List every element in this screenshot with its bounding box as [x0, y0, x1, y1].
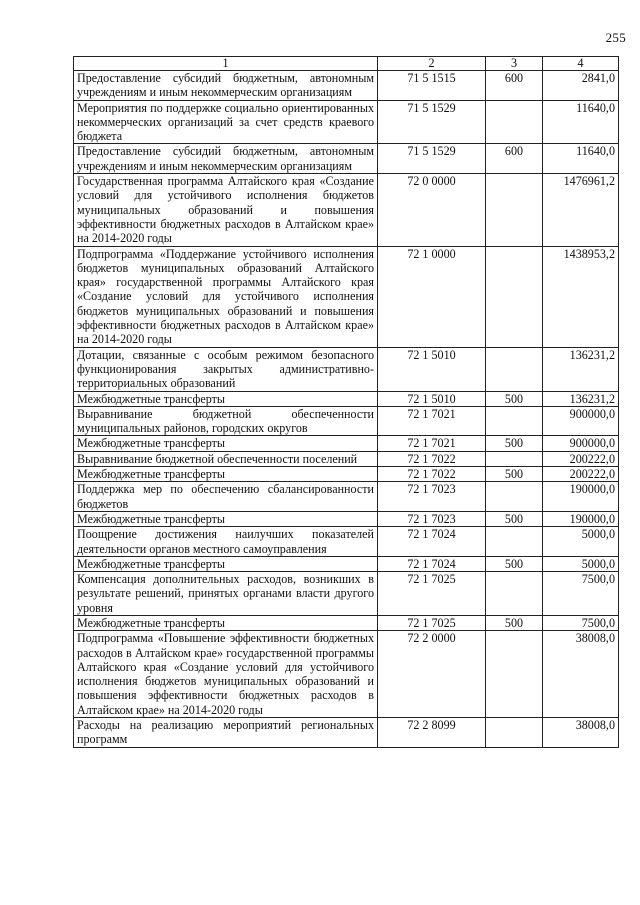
table-body — [74, 71, 619, 748]
budget-table — [73, 56, 619, 748]
row-amount: 11640,0 — [543, 144, 619, 174]
row-name: Межбюджетные трансферты — [74, 615, 378, 630]
table-row — [74, 391, 619, 406]
row-amount: 136231,2 — [543, 391, 619, 406]
row-expense-type — [486, 100, 543, 144]
row-expense-type: 500 — [486, 467, 543, 482]
row-expense-type: 500 — [486, 436, 543, 451]
row-amount: 5000,0 — [543, 527, 619, 557]
row-expense-type: 500 — [486, 615, 543, 630]
row-code: 71 5 1529 — [378, 100, 486, 144]
row-code: 72 0 0000 — [378, 174, 486, 246]
row-expense-type — [486, 482, 543, 512]
row-code: 72 1 5010 — [378, 347, 486, 391]
row-code: 72 1 7022 — [378, 451, 486, 466]
row-expense-type — [486, 451, 543, 466]
table-row — [74, 451, 619, 466]
row-name: Предоставление субсидий бюджетным, автономным учреждениям и иным некоммерческим организациям — [74, 71, 378, 101]
row-name: Межбюджетные трансферты — [74, 391, 378, 406]
row-name: Государственная программа Алтайского края «Создание условий для устойчивого исполнения бюджетов муниципальных образований и повышения эффективности бюджетных расходов в Алтайском крае» на 2014-2020 годы — [74, 174, 378, 246]
row-expense-type: 600 — [486, 144, 543, 174]
row-name: Межбюджетные трансферты — [74, 436, 378, 451]
table-row — [74, 572, 619, 616]
row-code: 72 1 7024 — [378, 527, 486, 557]
row-code: 72 1 5010 — [378, 391, 486, 406]
row-expense-type — [486, 246, 543, 347]
row-expense-type: 600 — [486, 71, 543, 101]
row-amount: 200222,0 — [543, 451, 619, 466]
row-code: 72 1 0000 — [378, 246, 486, 347]
row-name: Компенсация дополнительных расходов, возникших в результате решений, принятых органами власти другого уровня — [74, 572, 378, 616]
table-row — [74, 436, 619, 451]
row-amount: 5000,0 — [543, 556, 619, 571]
row-name: Выравнивание бюджетной обеспеченности муниципальных районов, городских округов — [74, 406, 378, 436]
table-row — [74, 347, 619, 391]
row-amount: 900000,0 — [543, 406, 619, 436]
row-amount: 136231,2 — [543, 347, 619, 391]
table-row — [74, 718, 619, 748]
row-code: 72 1 7023 — [378, 482, 486, 512]
row-amount: 2841,0 — [543, 71, 619, 101]
row-expense-type — [486, 406, 543, 436]
table-row — [74, 527, 619, 557]
row-expense-type: 500 — [486, 391, 543, 406]
table-row — [74, 556, 619, 571]
row-name: Подпрограмма «Поддержание устойчивого исполнения бюджетов муниципальных образований Алтайского края» государственной программы Алтайского края «Создание условий для устойчивого исполнения бюджетов муниципальных образований и повышения эффективности бюджетных расходов в Алтайском крае» на 2014-2020 годы — [74, 246, 378, 347]
table-row — [74, 174, 619, 246]
row-name: Поощрение достижения наилучших показателей деятельности органов местного самоуправления — [74, 527, 378, 557]
row-expense-type — [486, 631, 543, 718]
row-code: 71 5 1529 — [378, 144, 486, 174]
table-row — [74, 100, 619, 144]
row-amount: 38008,0 — [543, 718, 619, 748]
row-name: Выравнивание бюджетной обеспеченности поселений — [74, 451, 378, 466]
table-row — [74, 511, 619, 526]
row-expense-type: 500 — [486, 556, 543, 571]
row-name: Мероприятия по поддержке социально ориентированных некоммерческих организаций за счет средств краевого бюджета — [74, 100, 378, 144]
row-code: 72 1 7025 — [378, 572, 486, 616]
table-row — [74, 71, 619, 101]
table-row — [74, 467, 619, 482]
row-amount: 190000,0 — [543, 482, 619, 512]
table-row — [74, 144, 619, 174]
table-row — [74, 615, 619, 630]
row-name: Дотации, связанные с особым режимом безопасного функционирования закрытых административно-территориальных образований — [74, 347, 378, 391]
row-amount: 1476961,2 — [543, 174, 619, 246]
row-amount: 7500,0 — [543, 615, 619, 630]
header-row — [74, 57, 619, 71]
row-code: 72 2 0000 — [378, 631, 486, 718]
table-row — [74, 406, 619, 436]
row-name: Предоставление субсидий бюджетным, автономным учреждениям и иным некоммерческим организациям — [74, 144, 378, 174]
page-number: 255 — [605, 30, 626, 45]
row-name: Подпрограмма «Повышение эффективности бюджетных расходов в Алтайском крае» государственной программы Алтайского края «Создание условий для устойчивого исполнения бюджетов муниципальных образований и повышения эффективности бюджетных расходов в Алтайском крае» на 2014-2020 годы — [74, 631, 378, 718]
row-name: Расходы на реализацию мероприятий региональных программ — [74, 718, 378, 748]
row-code: 72 1 7021 — [378, 406, 486, 436]
row-amount: 7500,0 — [543, 572, 619, 616]
row-code: 72 1 7022 — [378, 467, 486, 482]
row-amount: 200222,0 — [543, 467, 619, 482]
row-expense-type — [486, 174, 543, 246]
row-name: Межбюджетные трансферты — [74, 511, 378, 526]
row-expense-type: 500 — [486, 511, 543, 526]
row-code: 72 2 8099 — [378, 718, 486, 748]
row-name: Поддержка мер по обеспечению сбалансированности бюджетов — [74, 482, 378, 512]
row-expense-type — [486, 527, 543, 557]
row-code: 72 1 7023 — [378, 511, 486, 526]
row-code: 72 1 7024 — [378, 556, 486, 571]
row-amount: 1438953,2 — [543, 246, 619, 347]
row-name: Межбюджетные трансферты — [74, 467, 378, 482]
table-header — [74, 57, 619, 71]
row-code: 71 5 1515 — [378, 71, 486, 101]
row-code: 72 1 7025 — [378, 615, 486, 630]
row-expense-type — [486, 718, 543, 748]
row-expense-type — [486, 347, 543, 391]
header-col-3: 3 — [486, 57, 543, 71]
row-name: Межбюджетные трансферты — [74, 556, 378, 571]
row-amount: 900000,0 — [543, 436, 619, 451]
row-code: 72 1 7021 — [378, 436, 486, 451]
table-row — [74, 482, 619, 512]
header-col-1: 1 — [74, 57, 378, 71]
table-row — [74, 246, 619, 347]
row-amount: 38008,0 — [543, 631, 619, 718]
row-amount: 11640,0 — [543, 100, 619, 144]
header-col-2: 2 — [378, 57, 486, 71]
row-amount: 190000,0 — [543, 511, 619, 526]
table-row — [74, 631, 619, 718]
row-expense-type — [486, 572, 543, 616]
header-col-4: 4 — [543, 57, 619, 71]
